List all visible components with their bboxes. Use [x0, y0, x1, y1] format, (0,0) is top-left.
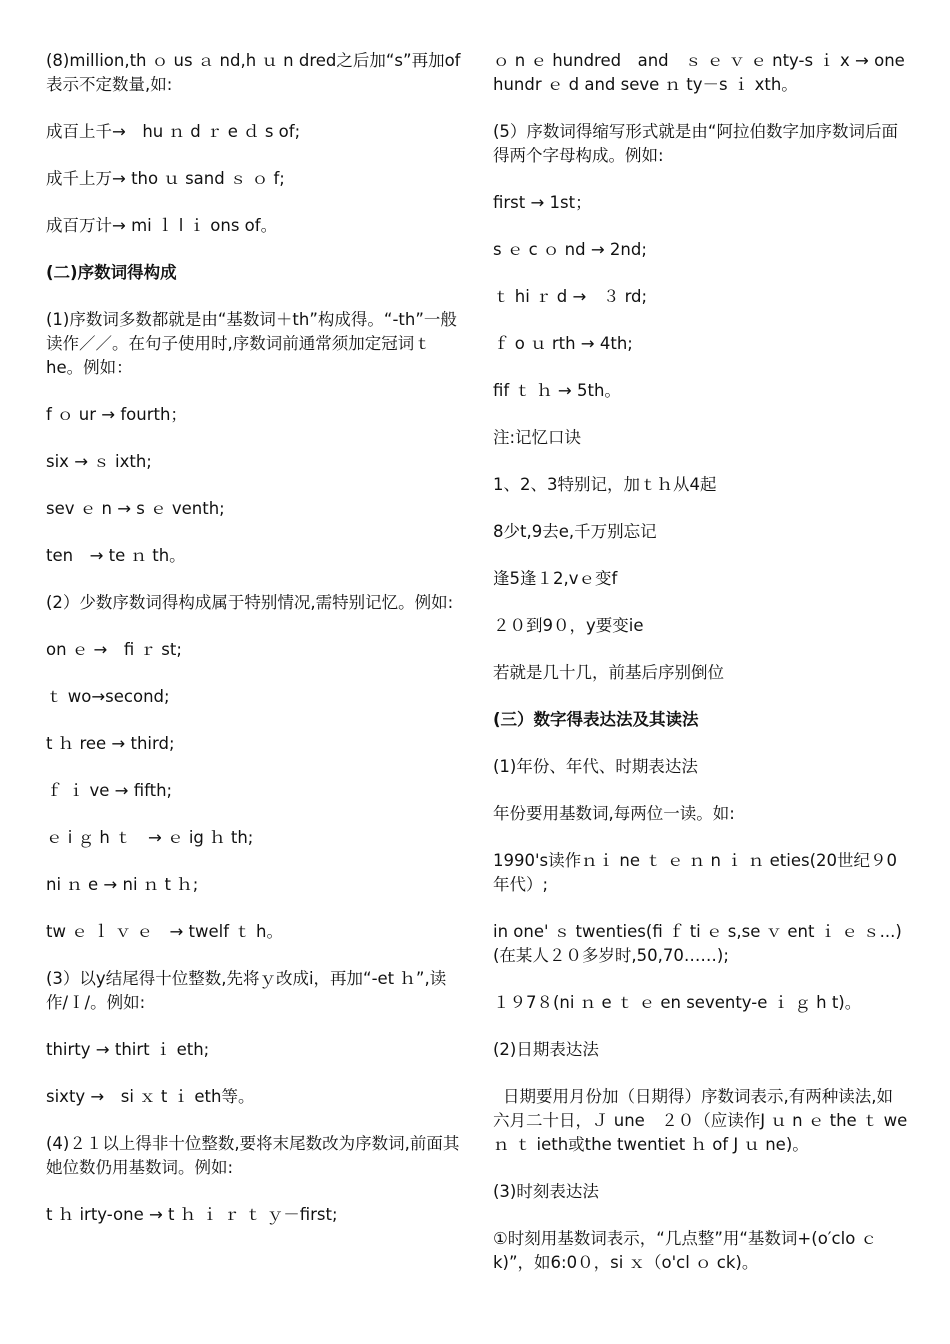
paragraph: (2)日期表达法	[493, 1040, 599, 1059]
paragraph: 年份要用基数词,每两位一读。如:	[493, 804, 735, 823]
left-column	[46, 49, 462, 1250]
paragraph: 逢5逢１2,vｅ变f	[493, 569, 618, 588]
paragraph: (1)年份、年代、时期表达法	[493, 757, 698, 776]
paragraph: sixty → si ｘ t ｉ eth等。	[46, 1087, 255, 1106]
paragraph: (3）以y结尾得十位整数,先将ｙ改成i，再加“-et ｈ”,读作/Ｉ/。例如:	[46, 969, 447, 1012]
paragraph: １９7８(ni ｎ e ｔ ｅ en seventy-e ｉ ｇ h t)。	[493, 993, 862, 1012]
paragraph: f ｏ ur → fourth；	[46, 405, 187, 424]
paragraph: tw ｅ ｌ ｖ ｅ → twelf ｔ h。	[46, 922, 283, 941]
paragraph: ｔ wo→second;	[46, 687, 170, 706]
paragraph: (3)时刻表达法	[493, 1182, 599, 1201]
paragraph: on ｅ → fi ｒ st;	[46, 640, 182, 659]
paragraph: 8少t,9去e,千万别忘记	[493, 522, 657, 541]
paragraph: (5）序数词得缩写形式就是由“阿拉伯数字加序数词后面得两个字母构成。例如:	[493, 122, 898, 165]
paragraph: 1990's读作ｎｉ ne ｔ ｅ ｎ n ｉ ｎ eties(20世纪９0年代）;	[493, 851, 898, 894]
paragraph: t ｈ ree → third;	[46, 734, 175, 753]
right-column	[493, 49, 909, 1298]
paragraph: 注:记忆口诀	[493, 428, 582, 447]
paragraph: t ｈ irty-one → t ｈ ｉ ｒ ｔ ｙ－first;	[46, 1205, 338, 1224]
paragraph: (2）少数序数词得构成属于特别情况,需特别记忆。例如:	[46, 593, 454, 612]
paragraph: in one' ｓ twenties(fi ｆ ti ｅ s,se ｖ ent ｉ ｅ ｓ...)(在某人２０多岁时,50,70……);	[493, 922, 902, 965]
paragraph: ｆ o ｕ rth → 4th;	[493, 334, 633, 353]
paragraph: ni ｎ e → ni ｎ t ｈ;	[46, 875, 199, 894]
paragraph: sev ｅ n → s ｅ venth;	[46, 499, 225, 518]
section-heading: (二)序数词得构成	[46, 263, 177, 282]
paragraph: ｔ hi ｒ d → ３ rd;	[493, 287, 648, 306]
paragraph: (4)２１以上得非十位整数,要将末尾数改为序数词,前面其她位数仍用基数词。例如:	[46, 1134, 460, 1177]
paragraph: (8)million,th ｏ us ａ nd,h ｕ n dred之后加“s”再加of表示不定数量,如:	[46, 51, 461, 94]
paragraph: 成千上万→ tho ｕ sand ｓ ｏ f;	[46, 169, 285, 188]
paragraph: first → 1st；	[493, 193, 592, 212]
paragraph: 成百万计→ mi ｌ l ｉ ons of。	[46, 216, 278, 235]
paragraph: six → ｓ ixth;	[46, 452, 152, 471]
paragraph: ten → te ｎ th。	[46, 546, 186, 565]
paragraph: 成百上千→ hu ｎ d ｒ e ｄ s of;	[46, 122, 301, 141]
paragraph: fif ｔ ｈ → 5th。	[493, 381, 621, 400]
section-heading: (三）数字得表达法及其读法	[493, 710, 699, 729]
paragraph: ｏ n ｅ hundred and ｓ ｅ ｖ ｅ nty-s ｉ x → one hundr ｅ d and seve ｎ ty－s ｉ xth。	[493, 51, 905, 94]
paragraph: (1)序数词多数都就是由“基数词＋th”构成得。“-th”一般读作／／。在句子使用时,序数词前通常须加定冠词ｔ he。例如：	[46, 310, 457, 377]
paragraph: ｅ i ｇ h ｔ → ｅ ig ｈ th;	[46, 828, 254, 847]
paragraph: thirty → thirt ｉ eth;	[46, 1040, 210, 1059]
paragraph: ①时刻用基数词表示，“几点整”用“基数词+(o′clo ｃ k)”，如6:0０，si ｘ（o'cl ｏ ck)。	[493, 1229, 878, 1272]
paragraph: ｆ ｉ ve → fifth;	[46, 781, 173, 800]
paragraph: 日期要用月份加（日期得）序数词表示,有两种读法,如六月二十日，Ｊ une ２０（应读作J ｕ n ｅ the ｔ we ｎ ｔ ieth或the twentiet ｈ of J ｕ ne)。	[493, 1087, 908, 1154]
paragraph: s ｅ c ｏ nd → 2nd;	[493, 240, 647, 259]
paragraph: 1、2、3特别记，加ｔｈ从4起	[493, 475, 717, 494]
paragraph: ２０到9０，y要变ie	[493, 616, 644, 635]
paragraph: 若就是几十几，前基后序别倒位	[493, 663, 724, 682]
